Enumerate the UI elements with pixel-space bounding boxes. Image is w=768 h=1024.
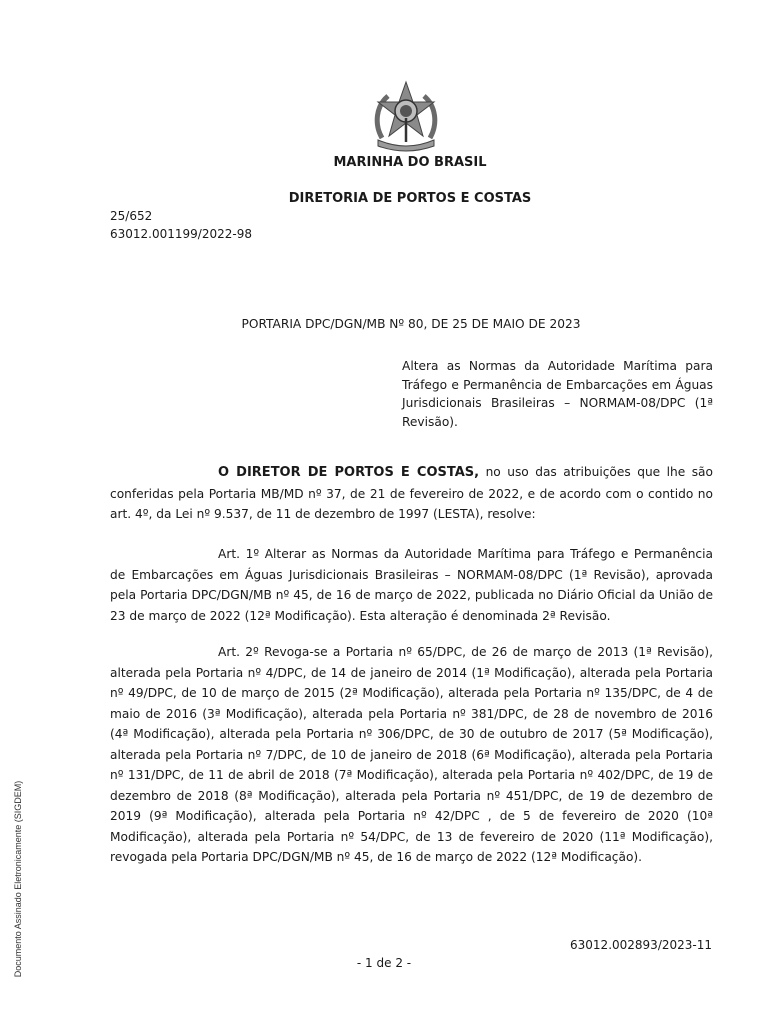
article-2 — [110, 642, 713, 868]
document-code: 63012.002893/2023-11 — [570, 938, 712, 952]
org-name: MARINHA DO BRASIL — [333, 155, 487, 170]
preamble-paragraph — [110, 462, 713, 525]
article-1 — [110, 544, 713, 626]
reference-number: 25/652 — [110, 209, 153, 223]
page-number: - 1 de 2 - — [356, 956, 412, 970]
article-1-text: Art. 1º Alterar as Normas da Autoridade Marítima para Tráfego e Permanência de Embarcações em Águas Jurisdicionais Brasileiras – NORMAM-08/DPC (1ª Revisão), aprovada pela Portaria DPC/DGN/MB nº 45, de 16 de março de 2022, publicada no Diário Oficial da União de 23 de março de 2022 (12ª Modificação). Esta alteração é denominada 2ª Revisão. — [110, 547, 713, 623]
article-2-text: Art. 2º Revoga-se a Portaria nº 65/DPC, de 26 de março de 2013 (1ª Revisão), alterada pela Portaria nº 4/DPC, de 14 de janeiro de 2014 (1ª Modificação), alterada pela Portaria nº 49/DPC, de 10 de março de 2015 (2ª Modificação), alterada pela Portaria nº 135/DPC, de 4 de maio de 2016 (3ª Modificação), alterada pela Portaria nº 381/DPC, de 28 de novembro de 2016 (4ª Modificação), alterada pela Portaria nº 306/DPC, de 30 de outubro de 2017 (5ª Modificação), alterada pela Portaria nº 7/DPC, de 10 de janeiro de 2018 (6ª Modificação), alterada pela Portaria nº 131/DPC, de 11 de abril de 2018 (7ª Modificação), alterada pela Portaria nº 402/DPC, de 19 de dezembro de 2018 (8ª Modificação), alterada pela Portaria nº 451/DPC, de 19 de dezembro de 2019 (9ª Modificação), alterada pela Portaria nº 42/DPC , de 5 de fevereiro de 2020 (10ª Modificação), alterada pela Portaria nº 54/DPC, de 13 de fevereiro de 2020 (11ª Modificação), revogada pela Portaria DPC/DGN/MB nº 45, de 16 de março de 2022 (12ª Modificação). — [110, 645, 713, 864]
process-number: 63012.001199/2022-98 — [110, 227, 252, 241]
department-name: DIRETORIA DE PORTOS E COSTAS — [288, 191, 532, 206]
preamble-text: no uso das atribuições que lhe são conferidas pela Portaria MB/MD nº 37, de 21 de fevereiro de 2022, e de acordo com o contido no art. 4º, da Lei nº 9.537, de 11 de dezembro de 1997 (LESTA), resolve: — [110, 465, 713, 521]
ementa: Altera as Normas da Autoridade Marítima para Tráfego e Permanência de Embarcações em Águas Jurisdicionais Brasileiras – NORMAM-08/DPC (1ª Revisão). — [402, 359, 713, 429]
document-title: PORTARIA DPC/DGN/MB Nº 80, DE 25 DE MAIO DE 2023 — [241, 317, 581, 331]
coat-of-arms-icon — [372, 80, 440, 152]
preamble-lead: O DIRETOR DE PORTOS E COSTAS, — [218, 465, 480, 480]
signature-stamp: Documento Assinado Eletronicamente (SIGDEM) — [13, 780, 23, 978]
